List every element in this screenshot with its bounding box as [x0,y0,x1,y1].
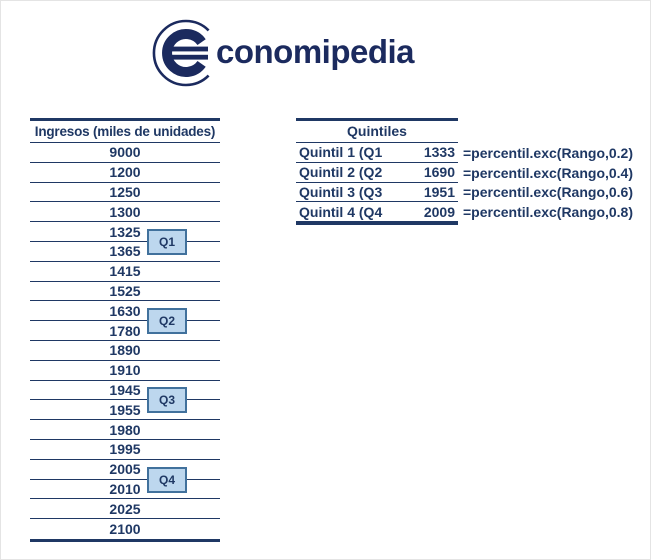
ingresos-value: 2010 [109,480,141,497]
quintile-marker-label: Q4 [158,472,175,487]
ingresos-row [30,420,220,440]
quintile-value: 1951 [423,183,455,200]
ingresos-value: 9000 [109,144,141,161]
quintile-value: 2009 [423,203,455,220]
quintiles-row [296,143,458,163]
quintile-formula: =percentil.exc(Rango,0.4) [463,164,634,181]
ingresos-row [30,282,220,302]
ingresos-value: 1890 [109,342,141,359]
economipedia-logo [151,15,414,91]
quintile-value: 1333 [423,144,455,161]
ingresos-value: 1980 [109,421,141,438]
quintile-label: Quintil 4 (Q4 [299,203,383,220]
ingresos-table-header: Ingresos (miles de unidades) [30,121,220,143]
ingresos-row [30,222,220,242]
quintile-label: Quintil 3 (Q3 [299,183,383,200]
quintile-marker-label: Q1 [158,235,175,249]
ingresos-row [30,361,220,381]
ingresos-row [30,400,220,420]
ingresos-value: 1415 [109,263,141,280]
ingresos-value: 1945 [109,381,141,398]
quintile-value: 1690 [423,164,455,181]
ingresos-value: 1995 [109,441,141,458]
ingresos-value: 1955 [109,401,141,418]
quintiles-row [296,183,458,203]
ingresos-value: 1365 [109,243,141,260]
quintiles-table-header: Quintiles [296,121,458,143]
ingresos-row [30,301,220,321]
ingresos-value: 2100 [109,521,141,538]
ingresos-row [30,242,220,262]
quintiles-row [296,163,458,183]
ingresos-row [30,183,220,203]
quintiles-row [296,202,458,222]
quintile-formula: =percentil.exc(Rango,0.6) [463,184,634,201]
ingresos-row [30,341,220,361]
ingresos-value: 2025 [109,500,141,517]
quintiles-table [296,118,458,225]
ingresos-value: 1200 [109,164,141,181]
ingresos-value: 1910 [109,362,141,379]
ingresos-row [30,381,220,401]
ingresos-row [30,440,220,460]
ingresos-row [30,321,220,341]
ingresos-value: 1325 [109,223,141,240]
quintile-formula: =percentil.exc(Rango,0.2) [463,144,634,161]
ingresos-row [30,262,220,282]
quintile-marker-q2 [147,308,187,334]
ingresos-row [30,460,220,480]
ingresos-row [30,480,220,500]
ingresos-row [30,499,220,519]
quintiles-table-rows [296,143,458,222]
quintile-marker-q4 [147,467,187,493]
quintile-label: Quintil 2 (Q2 [299,164,383,181]
quintile-label: Quintil 1 (Q1 [299,144,383,161]
ingresos-row [30,163,220,183]
quintiles-formulas [463,143,633,222]
ingresos-value: 2005 [109,461,141,478]
ingresos-table [30,118,220,542]
ingresos-row [30,143,220,163]
quintile-formula: =percentil.exc(Rango,0.8) [463,204,634,221]
quintile-marker-q1 [147,229,187,255]
economipedia-logo-text: conomipedia [216,32,415,70]
ingresos-value: 1300 [109,203,141,220]
quintiles-area [296,118,634,225]
ingresos-value: 1525 [109,282,141,299]
quintile-marker-label: Q3 [158,393,175,408]
ingresos-row [30,202,220,222]
ingresos-value: 1630 [109,302,141,319]
economipedia-logo-icon [151,15,221,91]
quintile-marker-label: Q2 [158,314,175,329]
ingresos-value: 1250 [109,183,141,200]
ingresos-value: 1780 [109,322,141,339]
quintile-marker-q3 [147,387,187,413]
ingresos-row [30,519,220,539]
ingresos-table-rows [30,143,220,539]
